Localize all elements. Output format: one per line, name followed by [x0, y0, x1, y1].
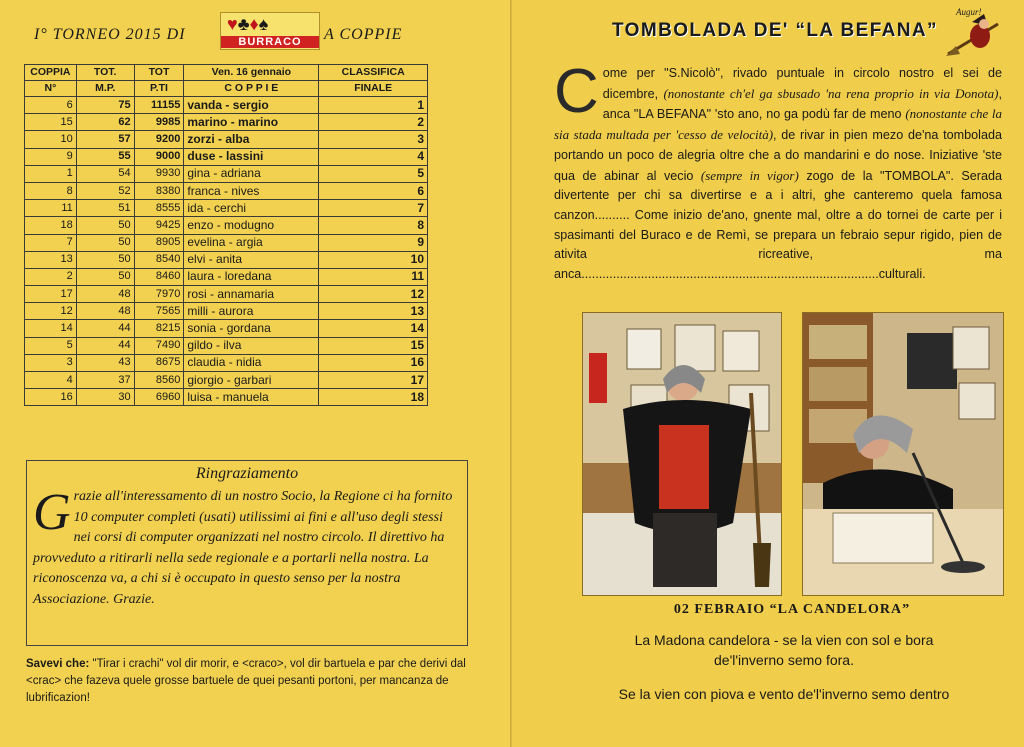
cell-pti: 8905: [134, 234, 184, 251]
cell-finale: 1: [319, 97, 428, 114]
table-row: [25, 303, 428, 320]
header-date: Ven. 16 gennaio: [184, 65, 319, 81]
story-aside-2: (nonostante che la sia stada multada per 'cesso de velocità): [554, 106, 1002, 143]
ranking-table: [24, 64, 428, 406]
cell-coppie: zorzi - alba: [184, 131, 319, 148]
header-tot-pti: TOT: [134, 65, 184, 81]
cell-coppie: giorgio - garbari: [184, 372, 319, 389]
cell-pti: 6960: [134, 389, 184, 406]
cell-finale: 7: [319, 200, 428, 217]
cell-mp: 51: [76, 200, 134, 217]
cell-coppie: duse - lassini: [184, 148, 319, 165]
witch-caption: Augur!: [956, 7, 982, 17]
cell-finale: 13: [319, 303, 428, 320]
cell-coppia: 9: [25, 148, 77, 165]
table-row: [25, 251, 428, 268]
cell-coppia: 13: [25, 251, 77, 268]
story-dropcap: C: [554, 57, 599, 126]
story-aside-3: (sempre in vigor): [700, 167, 799, 183]
story-aside-1: (nonostante ch'el ga sbusado 'na rena proprio in via Donota): [663, 85, 999, 101]
cell-coppie: ida - cerchi: [184, 200, 319, 217]
cell-coppie: gina - adriana: [184, 165, 319, 182]
cell-pti: 9000: [134, 148, 184, 165]
cell-mp: 54: [76, 165, 134, 182]
proverb-line-2: de'l'inverno semo fora.: [714, 652, 854, 668]
cell-coppie: evelina - argia: [184, 234, 319, 251]
table-row: [25, 337, 428, 354]
table-row: [25, 131, 428, 148]
logo-text: BURRACO: [221, 36, 319, 48]
cell-mp: 30: [76, 389, 134, 406]
cell-pti: 8215: [134, 320, 184, 337]
thanks-body: [33, 484, 459, 610]
cell-coppia: 2: [25, 268, 77, 285]
did-you-know: [26, 656, 472, 707]
cell-coppia: 15: [25, 114, 77, 131]
tournament-title: I° TORNEO 2015 DI: [34, 26, 186, 43]
story-text-1: ome per "S.Nicolò", rivado puntuale in circolo nostro el sei de dicembre,: [602, 66, 1002, 101]
cell-coppia: 14: [25, 320, 77, 337]
cell-finale: 18: [319, 389, 428, 406]
cell-coppia: 6: [25, 97, 77, 114]
cell-pti: 7565: [134, 303, 184, 320]
cell-mp: 50: [76, 217, 134, 234]
cell-mp: 50: [76, 268, 134, 285]
cell-finale: 17: [319, 372, 428, 389]
header-coppia: COPPIA: [25, 65, 77, 81]
header-coppia-n: N°: [25, 81, 77, 97]
cell-coppie: gildo - ilva: [184, 337, 319, 354]
cell-pti: 7970: [134, 286, 184, 303]
cell-finale: 2: [319, 114, 428, 131]
cell-coppie: elvi - anita: [184, 251, 319, 268]
cell-mp: 57: [76, 131, 134, 148]
cell-pti: 8380: [134, 182, 184, 199]
table-row: [25, 372, 428, 389]
befana-photo-standing: [582, 312, 782, 596]
cell-pti: 11155: [134, 97, 184, 114]
cell-pti: 9200: [134, 131, 184, 148]
thanks-dropcap: G: [33, 484, 71, 541]
cell-finale: 8: [319, 217, 428, 234]
cell-finale: 5: [319, 165, 428, 182]
header-coppie: C O P P I E: [184, 81, 319, 97]
cell-coppie: milli - aurora: [184, 303, 319, 320]
cell-mp: 43: [76, 354, 134, 371]
cell-finale: 9: [319, 234, 428, 251]
proverb-line-1: La Madona candelora - se la vien con sol e bora: [634, 632, 934, 648]
table-row: [25, 268, 428, 285]
cell-coppie: rosi - annamaria: [184, 286, 319, 303]
table-row: [25, 286, 428, 303]
befana-photo-tombola: [802, 312, 1004, 596]
cell-mp: 44: [76, 337, 134, 354]
cell-pti: 9425: [134, 217, 184, 234]
table-row: [25, 114, 428, 131]
cell-mp: 52: [76, 182, 134, 199]
cell-mp: 50: [76, 234, 134, 251]
cell-mp: 37: [76, 372, 134, 389]
befana-story: [554, 57, 1002, 285]
right-page: [512, 0, 1024, 747]
cell-coppia: 10: [25, 131, 77, 148]
header-tot-mp: TOT.: [76, 65, 134, 81]
cell-coppie: marino - marino: [184, 114, 319, 131]
witch-on-broom-icon: [944, 4, 1002, 58]
burraco-logo: [220, 12, 320, 50]
cell-mp: 75: [76, 97, 134, 114]
table-row: [25, 217, 428, 234]
cell-finale: 6: [319, 182, 428, 199]
cell-finale: 12: [319, 286, 428, 303]
cell-coppie: laura - loredana: [184, 268, 319, 285]
cell-coppia: 5: [25, 337, 77, 354]
did-you-know-label: Savevi che:: [26, 658, 90, 670]
thanks-box: [26, 460, 468, 646]
story-text-4: zogo de la "TOMBOLA". Serada divertente per chi sa divertirse e a i altri, ghe canteremo quela famosa canzon.......... Come inizio de'ano, gnente mal, oltre a do tornei de carte per i spasimanti del Buraco e de Remì, se prepara un febraio sepur rigido, pien de ativita ricreative, ma anca.....................................................................................culturali.: [554, 168, 1002, 282]
card-suits-icon: ♥♣♦♠: [227, 14, 269, 34]
befana-title: TOMBOLADA DE' “LA BEFANA”: [612, 20, 938, 41]
cell-finale: 16: [319, 354, 428, 371]
cell-coppia: 12: [25, 303, 77, 320]
cell-coppia: 11: [25, 200, 77, 217]
story-text-2: , anca "LA BEFANA" 'sto ano, no ga podù far de meno: [602, 86, 1002, 122]
cell-coppia: 8: [25, 182, 77, 199]
table-row: [25, 97, 428, 114]
cell-coppie: sonia - gordana: [184, 320, 319, 337]
cell-mp: 50: [76, 251, 134, 268]
cell-pti: 9985: [134, 114, 184, 131]
cell-coppia: 4: [25, 372, 77, 389]
cell-coppia: 3: [25, 354, 77, 371]
header-classifica: CLASSIFICA: [319, 65, 428, 81]
cell-coppie: luisa - manuela: [184, 389, 319, 406]
cell-pti: 8675: [134, 354, 184, 371]
cell-mp: 55: [76, 148, 134, 165]
cell-finale: 10: [319, 251, 428, 268]
cell-finale: 11: [319, 268, 428, 285]
thanks-text: razie all'interessamento di un nostro Socio, la Regione ci ha fornito 10 computer completi (usati) utilissimi ai fini e all'uso degli stessi nei corsi di computer organizzati nel nostro circolo. Il direttivo ha provveduto a ritirarli nella sede regionale e a portarli nella nostra. La riconoscenza va, a chi si è occupato in questo senso per la nostra Associazione. Grazie.: [33, 489, 453, 607]
cell-mp: 44: [76, 320, 134, 337]
cell-coppie: franca - nives: [184, 182, 319, 199]
cell-coppie: enzo - modugno: [184, 217, 319, 234]
cell-pti: 8555: [134, 200, 184, 217]
table-header-row: [25, 81, 428, 97]
header-pti: P.TI: [134, 81, 184, 97]
cell-mp: 62: [76, 114, 134, 131]
header-finale: FINALE: [319, 81, 428, 97]
tournament-title-suffix: A COPPIE: [324, 26, 403, 43]
table-body: [25, 97, 428, 406]
header-mp: M.P.: [76, 81, 134, 97]
cell-coppie: vanda - sergio: [184, 97, 319, 114]
cell-pti: 9930: [134, 165, 184, 182]
table-row: [25, 234, 428, 251]
candelora-heading: 02 FEBRAIO “LA CANDELORA”: [673, 602, 911, 617]
cell-finale: 3: [319, 131, 428, 148]
story-text-3: , de rivar in pien mezo de'na tombolada portando un poco de alegria oltre che a do mandarini e do nose. Iniziative 'ste qua de abinar al vecio: [554, 128, 1002, 183]
cell-coppia: 17: [25, 286, 77, 303]
cell-coppia: 1: [25, 165, 77, 182]
cell-pti: 8460: [134, 268, 184, 285]
cell-mp: 48: [76, 303, 134, 320]
table-row: [25, 182, 428, 199]
thanks-heading: Ringraziamento: [195, 465, 299, 482]
table-row: [25, 200, 428, 217]
table-row: [25, 148, 428, 165]
cell-pti: 7490: [134, 337, 184, 354]
cell-finale: 15: [319, 337, 428, 354]
cell-mp: 48: [76, 286, 134, 303]
cell-finale: 4: [319, 148, 428, 165]
cell-finale: 14: [319, 320, 428, 337]
table-row: [25, 320, 428, 337]
cell-coppia: 18: [25, 217, 77, 234]
cell-pti: 8560: [134, 372, 184, 389]
cell-coppia: 7: [25, 234, 77, 251]
table-row: [25, 354, 428, 371]
did-you-know-text: "Tirar i crachi" vol dir morir, e <craco>, vol dir bartuela e par che derivi dal <crac> che fazeva quele grosse bartuele de quei pesanti portoni, per mancanza de lubrificazion!: [26, 658, 466, 704]
cell-pti: 8540: [134, 251, 184, 268]
table-row: [25, 389, 428, 406]
table-header-row: [25, 65, 428, 81]
cell-coppie: claudia - nidia: [184, 354, 319, 371]
cell-coppia: 16: [25, 389, 77, 406]
table-row: [25, 165, 428, 182]
proverb-line-3: Se la vien con piova e vento de'l'inverno semo dentro: [618, 686, 950, 702]
